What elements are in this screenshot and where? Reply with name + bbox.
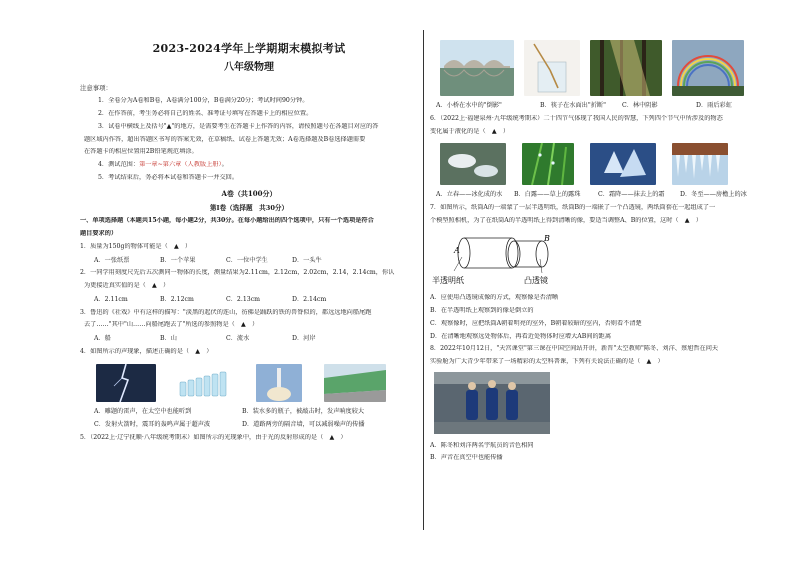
q8-option-a: A．陈冬和刘洋两名宇航员的音色相同 — [430, 441, 534, 449]
part-1-title: 第Ⅰ卷（选择题 共30分） — [209, 204, 289, 213]
label-translucent-paper: 半透明纸 — [432, 275, 464, 285]
dew-grass-image — [522, 143, 574, 185]
column-divider — [423, 30, 424, 530]
instruction-line: 题目要求的） — [80, 230, 118, 238]
water-bottles-image — [178, 364, 234, 402]
scope-prefix: 4．测试范围： — [98, 161, 140, 168]
q1-option-c: C．一位中学生 — [226, 256, 268, 264]
q6-images — [430, 143, 760, 185]
label-convex-lens: 凸透镜 — [524, 275, 548, 285]
note-item-cont: 题区域内作答，超出答题区书写的答案无效，在草稿纸、试卷上答题无效；A卷选择题及B卷选择题需要 — [84, 135, 366, 143]
note-item: 2．在作答前，考生务必将自己的姓名、准考证号填写在答题卡上的相应位置。 — [98, 110, 313, 117]
rocket-launch-image — [256, 364, 302, 402]
q1-options — [80, 257, 418, 265]
q7-stem: 7．如图所示，纸筒A的一端蒙了一层半透明纸，纸筒B的一端嵌了一个凸透镜，两纸筒套在一起组成了一 — [430, 204, 716, 211]
notes-heading: 注意事项： — [80, 84, 112, 93]
q2-option-d: D．2.14cm — [292, 295, 327, 303]
scope-range: 第一章~第六章（人教版上册） — [139, 161, 222, 168]
label-a: A — [454, 245, 460, 255]
q5-option-d: D．雨后彩虹 — [696, 102, 732, 109]
q7-option-c: C．观察像时，应把纸筒A朝着明亮的室外，B朝着较暗的室内，否则看不清楚 — [430, 319, 642, 327]
q4-option-a: A．雕题的雷声，在太空中也能听到 — [94, 407, 192, 415]
q2-option-a: A．2.11cm — [94, 295, 128, 303]
forest-shadow-image — [590, 40, 662, 96]
q2-options — [80, 296, 418, 304]
q3-options — [80, 335, 418, 343]
q6-option-b: B．白露——草上的露珠 — [514, 191, 581, 199]
q4-option-d: D．道路两旁的隔音墙，可以减弱噪声的传播 — [242, 421, 365, 429]
rainbow-image — [672, 40, 744, 96]
exam-subtitle: 八年级物理 — [224, 61, 274, 73]
q8-stem-cont: 实验舱为广大青少年带来了一场精彩的太空科普课，下列有关说法正确的是（ ▲ ） — [430, 358, 664, 365]
q3-option-c: C．流水 — [226, 335, 250, 343]
q1-option-b: B．一个苹果 — [160, 256, 196, 264]
right-column — [430, 36, 760, 462]
bridge-reflection-image — [440, 40, 514, 96]
q4-stem: 4．如图所示的声现象，描述正确的是（ ▲ ） — [80, 347, 213, 355]
frost-leaf-image — [590, 143, 656, 185]
q1-option-a: A．一张纸票 — [94, 256, 130, 264]
note-item: 3．试卷中横线上及括号"▲"的地方，是需要考生在答题卡上作答的内容，请按照题号在各题目对应的答 — [98, 122, 379, 130]
q4-options-row-1 — [80, 408, 418, 416]
q6-options — [430, 191, 760, 199]
q4-options-row-2 — [80, 421, 418, 429]
sound-barrier-wall-image — [324, 364, 386, 402]
q1-stem: 1．质量为150g的物体可能是（ ▲ ） — [80, 242, 192, 250]
chopsticks-water-image — [524, 40, 580, 96]
q6-stem-cont: 变化属于液化的是（ ▲ ） — [430, 127, 510, 135]
q2-option-c: C．2.13cm — [226, 295, 261, 303]
q6-option-c: C．霜降——抹去上的霜 — [598, 191, 665, 199]
exam-title: 2023-2024学年上学期期末模拟考试 — [152, 42, 346, 55]
q5-options — [430, 102, 760, 110]
left-column — [80, 36, 418, 442]
q1-option-d: D．一头牛 — [292, 256, 322, 264]
q4-option-b: B．装水多的瓶子，被敲击时，发声响度较大 — [242, 407, 365, 415]
section-a-title: A卷（共100分） — [221, 188, 277, 198]
q8-option-b: B．声音在真空中也能传播 — [430, 454, 503, 462]
q5-option-a: A．小桥在水中的"倒影" — [436, 102, 502, 109]
q7-option-b: B．在半透明纸上观察到的像是倒立的 — [430, 307, 534, 314]
q2-stem: 2．一同学用刻度尺先后五次测同一物体的长度，测量结果为2.11cm，2.12cm，2.02cm，2.14，2.14cm，你认 — [80, 269, 395, 277]
melting-ice-image — [440, 143, 506, 185]
q5-stem: 5．（2022上·辽宁抚顺·八年级统考期末）如图所示的光现象中，由于光的反射形成的是（ ▲ ） — [80, 434, 347, 442]
q7-option-d: D．在清晰地观察远处物体后，再看近处物体时应增大AB间的距离 — [430, 332, 612, 340]
instruction-line: 一、单项选择题（本题共15小题，每小题2分，共30分。在每小题给出的四个选项中，只有一个选项是符合 — [80, 217, 374, 225]
q3-stem-cont: 去了……"其中"山……向船尾跑去了"所选的参照物是（ ▲ ） — [84, 321, 259, 329]
q2-stem-cont: 为更接近真实值的是（ ▲ ） — [84, 282, 170, 290]
space-station-astronauts-image — [434, 372, 550, 434]
q4-images — [80, 364, 418, 402]
camera-model-figure — [432, 229, 582, 287]
q6-option-d: D．冬至——房檐上的冰 — [680, 191, 747, 199]
q2-option-b: B．2.12cm — [160, 295, 194, 303]
q6-option-a: A．立春——冰化成的水 — [436, 191, 503, 199]
scope-suffix: 。 — [221, 161, 228, 168]
icicles-roof-image — [672, 143, 728, 185]
q3-option-a: A．船 — [94, 335, 111, 343]
q3-option-b: B．山 — [160, 335, 177, 343]
q5-images — [430, 40, 760, 96]
note-item: 1．全卷分为A卷和B卷，A卷满分100分，B卷满分20分；考试时间90分钟。 — [98, 97, 309, 105]
label-b: B — [544, 233, 550, 243]
q5-option-c: C．林中阴影 — [622, 102, 658, 109]
lightning-image — [96, 364, 156, 402]
note-item: 5．考试结束后，务必将本试卷和答题卡一并交回。 — [98, 173, 239, 181]
q7-stem-cont: 个模型照相机，为了在纸筒A的半透明纸上得到清晰的像，要适当调整A、B的位置，这时（ ▲ ） — [430, 216, 702, 224]
note-item-cont: 在答题卡的相应位置用2B铅笔规范填涂。 — [84, 148, 198, 156]
q8-stem: 8．2022年10月12日，"天宫课堂"第三课在中国空间站开讲，新晋"太空教师"陈冬、刘洋、蔡旭哲在问天 — [430, 345, 719, 353]
q5-option-b: B．筷子在水面出"折断" — [540, 102, 606, 109]
q7-option-a: A．应使用凸透镜成像的方式，观察像是否清晰 — [430, 294, 559, 302]
q4-option-c: C．发射火箭时，震耳的轰鸣声属于超声波 — [94, 421, 211, 429]
q3-option-d: D．河岸 — [292, 335, 316, 343]
q6-stem: 6．（2022上·福建泉州·九年级统考期末）二十四节气体现了我国人民的智慧，下列四个节气中所涉及的物态 — [430, 114, 723, 122]
note-scope — [80, 161, 418, 169]
camera-model-diagram — [430, 229, 760, 290]
q3-stem: 3．鲁迅的《社戏》中有这样的描写："淡黑的起伏的连山，彷佛是踊跃的铁的兽脊似的，都远远地向船尾跑 — [80, 308, 372, 316]
